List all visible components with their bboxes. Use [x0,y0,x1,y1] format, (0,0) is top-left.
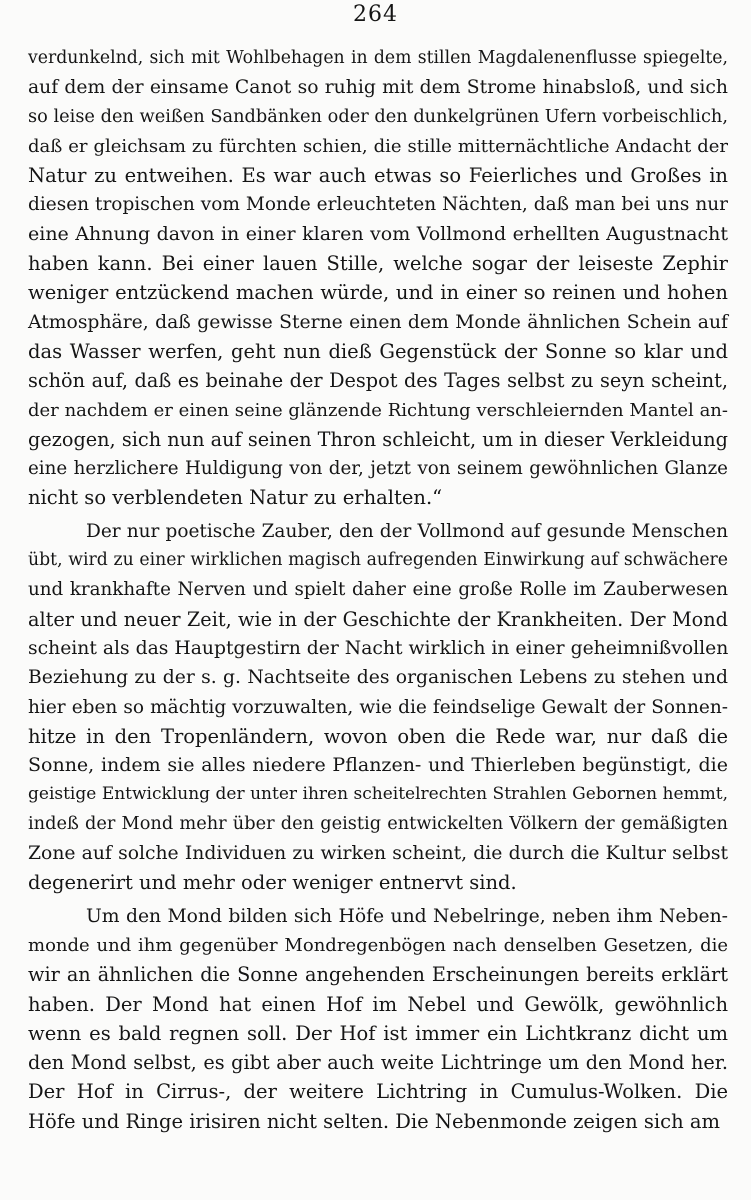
page-number: 264 [353,2,398,27]
text-line: auf dem der einsame Canot so ruhig mit dem Strome hinabsloß, und sich [28,77,728,99]
text-line: haben. Der Mond hat einen Hof im Nebel und Gewölk, gewöhnlich [28,992,728,1016]
text-line: den Mond selbst, es gibt aber auch weite Lichtringe um den Mond her. [28,1051,728,1075]
text-line: diesen tropischen vom Monde erleuchteten Nächten, daß man bei uns nur [28,194,728,216]
text-line: scheint als das Hauptgestirn der Nacht wirklich in einer geheimnißvollen [28,637,729,659]
text-line: hitze in den Tropenländern, wovon oben die Rede war, nur daß die [28,724,728,748]
text-line: Atmosphäre, daß gewisse Sterne einen dem Monde ähnlichen Schein auf [28,311,728,333]
text-line: verdunkelnd, sich mit Wohlbehagen in dem stillen Magdalenenflusse spiegelte, [28,48,728,68]
paragraph [28,44,728,513]
text-line: Um den Mond bilden sich Höfe und Nebelringe, neben ihm Neben- [86,905,728,927]
text-line: Sonne, indem sie alles niedere Pflanzen- und Thierleben begünstigt, die [28,754,728,777]
text-line: haben kann. Bei einer lauen Stille, welche sogar der leiseste Zephir [28,252,728,276]
text-line: übt, wird zu einer wirklichen magisch aufregenden Einwirkung auf schwächere [28,550,728,571]
text-line: degenerirt und mehr oder weniger entnervt sind. [28,871,517,895]
text-line: monde und ihm gegenüber Mondregenbögen nach denselben Gesetzen, die [28,934,728,956]
text-line: weniger entzückend machen würde, und in einer so reinen und hohen [28,281,728,305]
text-line: das Wasser werfen, geht nun dieß Gegenstück der Sonne so klar und [28,339,728,363]
text-line: gezogen, sich nun auf seinen Thron schleicht, um in dieser Verkleidung [28,427,728,451]
text-line: Natur zu entweihen. Es war auch etwas so Feierliches und Großes in [28,164,728,188]
text-line: Zone auf solche Individuen zu wirken scheint, die durch die Kultur selbst [28,843,728,865]
text-line: nicht so verblendeten Natur zu erhalten.“ [28,486,443,510]
text-line: eine herzlichere Huldigung von der, jetzt von seinem gewöhnlichen Glanze [28,458,728,480]
text-line: Der Hof in Cirrus-, der weitere Lichtring in Cumulus-Wolken. Die [28,1080,728,1104]
text-line: wenn es bald regnen soll. Der Hof ist immer ein Lichtkranz dicht um [28,1021,728,1045]
text-line: indeß der Mond mehr über den geistig entwickelten Völkern der gemäßigten [28,813,728,834]
text-line: hier eben so mächtig vorzuwalten, wie die feindselige Gewalt der Sonnen- [28,696,728,718]
text-line: wir an ähnlichen die Sonne angehenden Erscheinungen bereits erklärt [28,963,728,987]
text-line: Höfe und Ringe irisiren nicht selten. Die Nebenmonde zeigen sich am [28,1109,720,1133]
paragraph [28,902,728,1136]
text-line: schön auf, daß es beinahe der Despot des Tages selbst zu seyn scheint, [28,369,728,393]
text-line: geistige Entwicklung der unter ihren scheitelrechten Strahlen Gebornen hemmt, [28,784,728,805]
page-body-text [28,44,728,1136]
text-line: der nachdem er einen seine glänzende Richtung verschleiernden Mantel an- [28,399,728,421]
text-line: Beziehung zu der s. g. Nachtseite des organischen Lebens zu stehen und [28,667,728,689]
text-line: daß er gleichsam zu fürchten schien, die stille mitternächtliche Andacht der [28,135,728,157]
text-line: eine Ahnung davon in einer klaren vom Vollmond erhellten Augustnacht [28,222,728,245]
text-line: Der nur poetische Zauber, den der Vollmond auf gesunde Menschen [86,520,728,542]
text-line: alter und neuer Zeit, wie in der Geschichte der Krankheiten. Der Mond [28,607,728,631]
paragraph [28,517,728,898]
text-line: so leise den weißen Sandbänken oder den dunkelgrünen Ufern vorbeischlich, [28,106,728,127]
text-line: und krankhafte Nerven und spielt daher eine große Rolle im Zauberwesen [28,579,728,601]
